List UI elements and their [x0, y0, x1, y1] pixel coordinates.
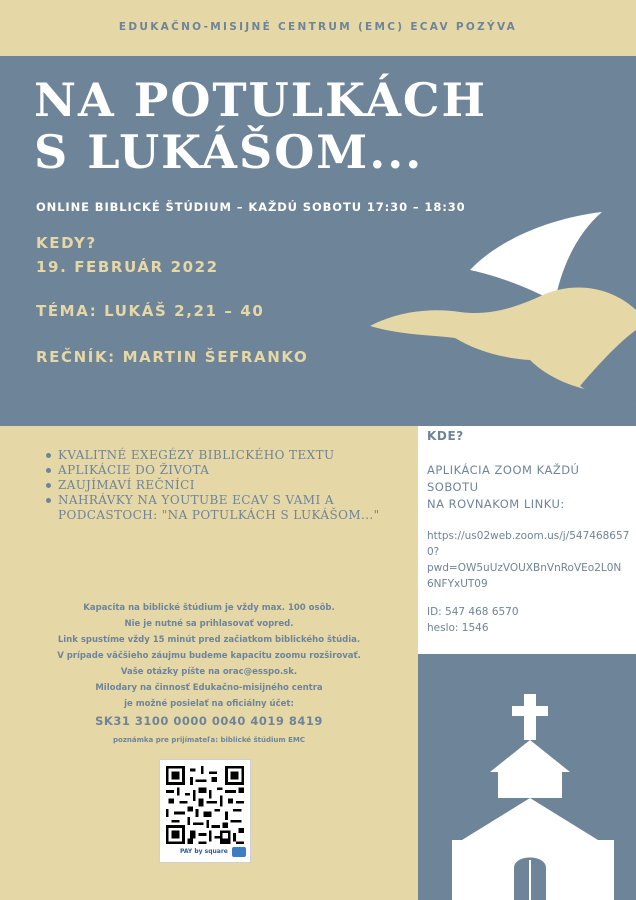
- payment-qr-box[interactable]: [159, 759, 251, 863]
- zoom-link-line-4[interactable]: 6NFYxUT09: [427, 578, 488, 590]
- where-app-line-1: APLIKÁCIA ZOOM KAŽDÚ: [427, 463, 580, 477]
- inviter-line: EDUKAČNO-MISIJNÉ CENTRUM (EMC) ECAV POZÝVA: [118, 21, 518, 33]
- qr-code-icon[interactable]: [166, 766, 244, 844]
- info-notes: [0, 600, 418, 712]
- where-app-line-3: NA ROVNAKOM LINKU:: [427, 497, 565, 511]
- feature-list: [44, 448, 404, 523]
- event-title-line-1: NA POTULKÁCH: [34, 73, 487, 127]
- bank-account-number: SK31 3100 0000 0040 4019 8419: [95, 714, 323, 728]
- where-label: KDE?: [427, 429, 464, 443]
- recipient-note: poznámka pre prijímateľa: biblické štúdium EMC: [113, 736, 305, 744]
- pay-by-square-label: PAY by square: [180, 848, 228, 855]
- zoom-link-line-1[interactable]: https://us02web.zoom.us/j/547468657: [427, 530, 630, 542]
- event-topic: TÉMA: LUKÁŠ 2,21 – 40: [36, 302, 265, 320]
- zoom-meeting-id: ID: 547 468 6570: [427, 606, 519, 618]
- dove-icon: [340, 190, 636, 405]
- zoom-password: heslo: 1546: [427, 622, 489, 634]
- church-icon: [418, 654, 636, 900]
- feature-item: ZAUJÍMAVÍ REČNÍCI: [44, 478, 404, 493]
- note-line: Kapacita na biblické štúdium je vždy max. 100 osôb.: [83, 603, 335, 613]
- zoom-link-line-3[interactable]: pwd=OW5uUzVOUXBnVnRoVEo2L0N: [427, 562, 622, 574]
- event-subtitle: ONLINE BIBLICKÉ ŠTÚDIUM – KAŽDÚ SOBOTU 17:30 – 18:30: [36, 200, 466, 214]
- event-title: [34, 74, 487, 178]
- event-title-line-2: S LUKÁŠOM...: [34, 125, 424, 179]
- event-date: 19. FEBRUÁR 2022: [36, 258, 219, 276]
- feature-item: NAHRÁVKY NA YOUTUBE ECAV S VAMI A PODCASTOCH: "NA POTULKÁCH S LUKÁŠOM...": [44, 493, 404, 523]
- church-panel: [418, 654, 636, 900]
- feature-item: APLIKÁCIE DO ŽIVOTA: [44, 463, 404, 478]
- zoom-link-line-2[interactable]: 0?: [427, 546, 440, 558]
- event-speaker: REČNÍK: MARTIN ŠEFRANKO: [36, 348, 309, 366]
- note-line: Link spustíme vždy 15 minút pred začiatkom biblického štúdia.: [57, 635, 361, 645]
- where-app-line-2: SOBOTU: [427, 480, 479, 494]
- note-line: Vaše otázky píšte na orac@esspo.sk.: [120, 667, 298, 677]
- feature-item: KVALITNÉ EXEGÉZY BIBLICKÉHO TEXTU: [44, 448, 404, 463]
- note-line: je možné posielať na oficiálny účet:: [124, 699, 294, 709]
- pay-by-square-icon: [232, 847, 246, 857]
- note-line: Milodary na činnosť Edukačno-misijného centra: [95, 683, 323, 693]
- note-line: Nie je nutné sa prihlasovať vopred.: [124, 619, 294, 629]
- when-label: KEDY?: [36, 234, 97, 252]
- note-line: V prípade väčšieho záujmu budeme kapacitu zoomu rozširovať.: [57, 651, 361, 661]
